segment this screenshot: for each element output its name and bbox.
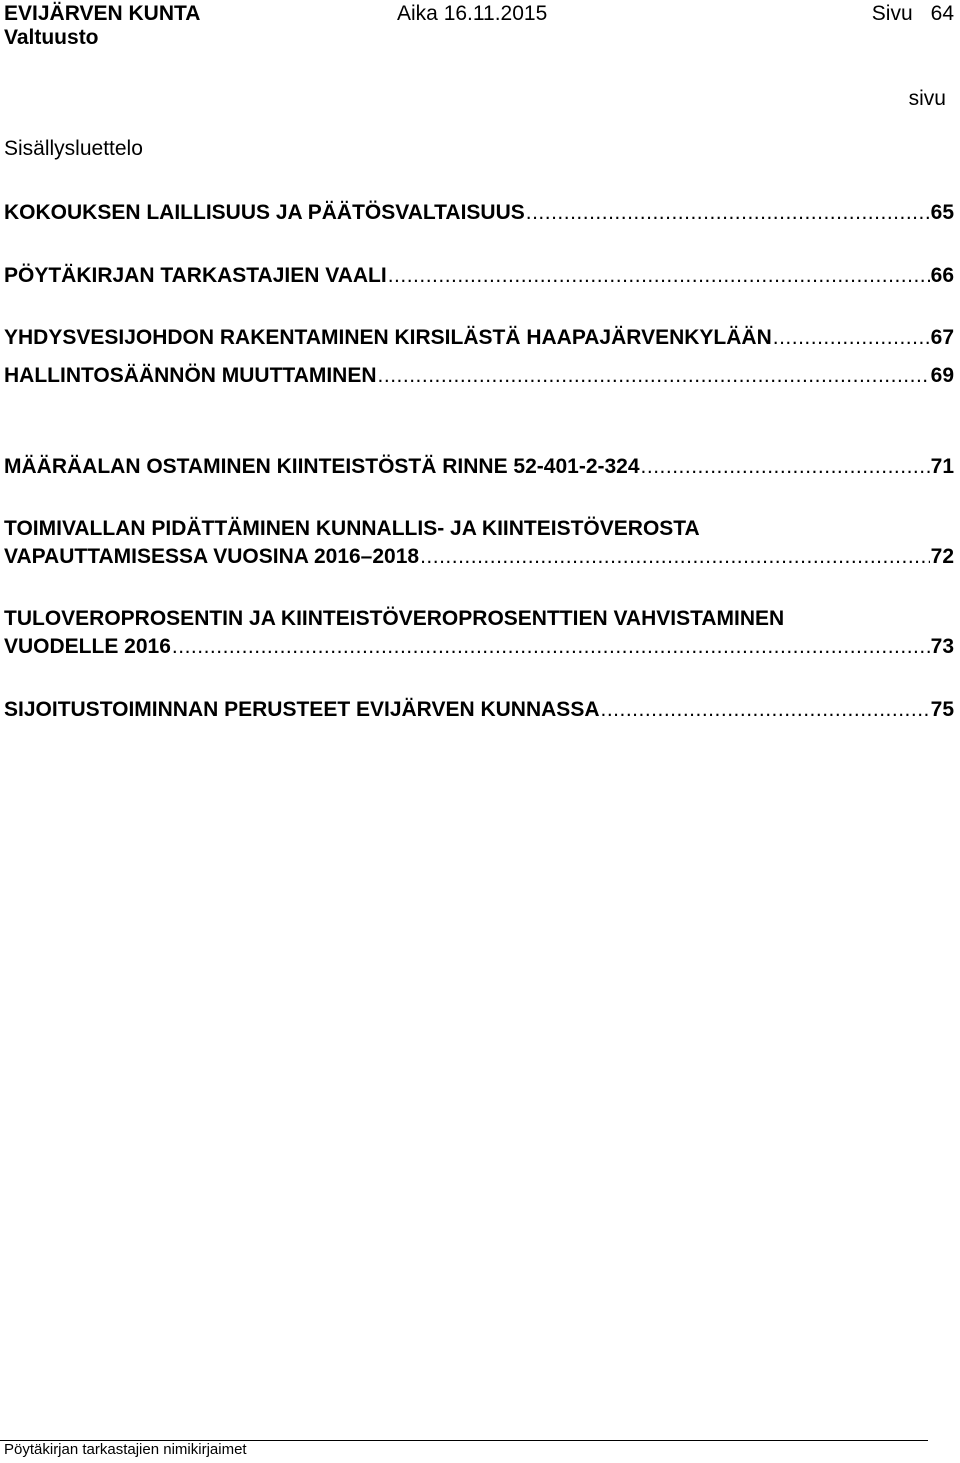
toc-entry[interactable] — [4, 453, 954, 481]
dot-leader — [378, 362, 930, 390]
toc-entry-title: HALLINTOSÄÄNNÖN MUUTTAMINEN — [4, 364, 377, 387]
toc-entry-page: 66 — [930, 264, 954, 287]
toc-entry[interactable] — [4, 696, 954, 724]
toc-entry-page: 72 — [930, 545, 954, 568]
date-value: 16.11.2015 — [443, 2, 548, 25]
page-number: 64 — [930, 2, 954, 25]
toc-entry-page: 73 — [930, 635, 954, 658]
organization-name: EVIJÄRVEN KUNTA — [4, 2, 201, 25]
meeting-date — [397, 2, 547, 26]
dot-leader — [388, 262, 930, 290]
toc-entry-title: MÄÄRÄALAN OSTAMINEN KIINTEISTÖSTÄ RINNE 52-401-2-324 — [4, 455, 640, 478]
dot-leader — [526, 199, 930, 227]
dot-leader — [601, 696, 930, 724]
dot-leader — [773, 324, 930, 352]
dot-leader — [420, 543, 930, 571]
toc-entry[interactable] — [4, 362, 954, 390]
page-label: Sivu — [871, 2, 913, 25]
dot-leader — [641, 453, 930, 481]
toc-entry-title: KOKOUKSEN LAILLISUUS JA PÄÄTÖSVALTAISUUS — [4, 201, 525, 224]
toc-entry-title: YHDYSVESIJOHDON RAKENTAMINEN KIRSILÄSTÄ HAAPAJÄRVENKYLÄÄN — [4, 326, 772, 349]
toc-entry-title-line1: TULOVEROPROSENTIN JA KIINTEISTÖVEROPROSENTTIEN VAHVISTAMINEN — [4, 607, 785, 630]
toc-entry-title: PÖYTÄKIRJAN TARKASTAJIEN VAALI — [4, 264, 387, 287]
toc-entry[interactable] — [4, 262, 954, 290]
footer-initials-label: Pöytäkirjan tarkastajien nimikirjaimet — [4, 1441, 247, 1458]
dot-leader — [172, 633, 930, 661]
toc-entry-page: 71 — [930, 455, 954, 478]
toc-entry[interactable] — [4, 199, 954, 227]
toc-entry-title-line2: VAPAUTTAMISESSA VUOSINA 2016–2018 — [4, 545, 420, 568]
toc-entry-page: 69 — [930, 364, 954, 387]
body-name: Valtuusto — [4, 26, 99, 49]
toc-entry-title-line1: TOIMIVALLAN PIDÄTTÄMINEN KUNNALLIS- JA KIINTEISTÖVEROSTA — [4, 517, 700, 540]
toc-entry[interactable] — [4, 324, 954, 352]
page-indicator — [872, 2, 954, 26]
toc-entry[interactable] — [4, 515, 954, 571]
page-column-label: sivu — [908, 87, 946, 110]
toc-entry-page: 67 — [930, 326, 954, 349]
toc-title: Sisällysluettelo — [4, 137, 143, 160]
toc-entry[interactable] — [4, 605, 954, 661]
toc-entry-title-line2: VUODELLE 2016 — [4, 635, 171, 658]
date-label: Aika — [397, 2, 438, 25]
toc-entry-title: SIJOITUSTOIMINNAN PERUSTEET EVIJÄRVEN KUNNASSA — [4, 698, 600, 721]
toc-entry-page: 75 — [930, 698, 954, 721]
toc-entry-page: 65 — [930, 201, 954, 224]
